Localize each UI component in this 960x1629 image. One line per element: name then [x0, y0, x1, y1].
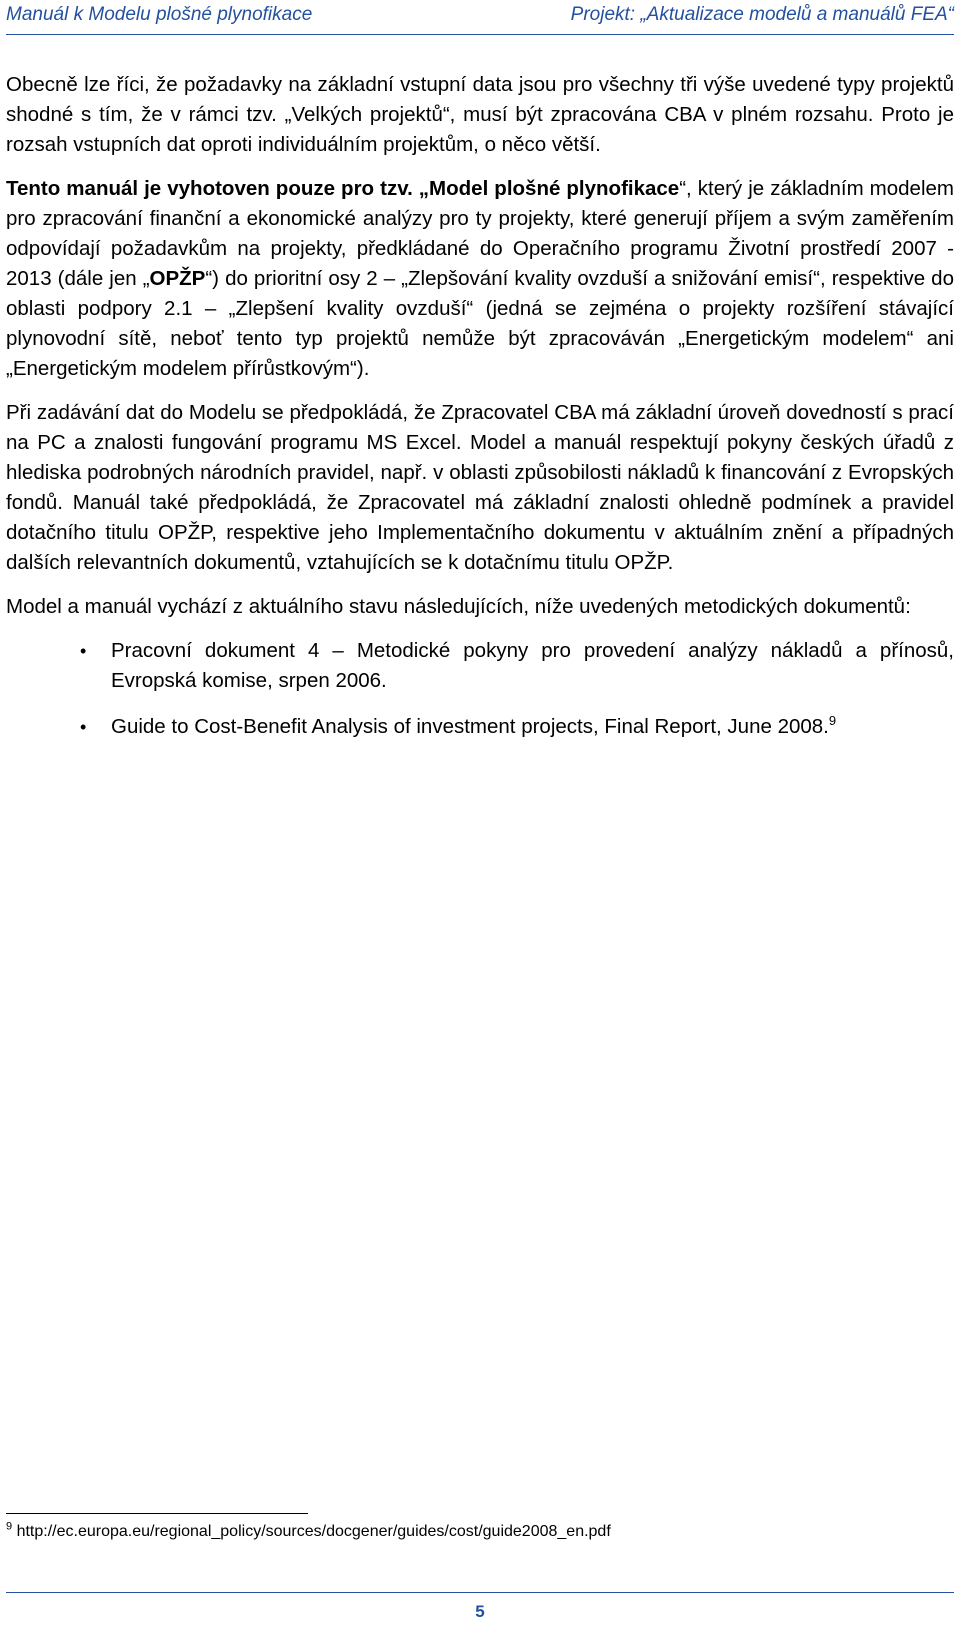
page-number: 5 — [475, 1602, 485, 1621]
paragraph-intro: Obecně lze říci, že požadavky na základní vstupní data jsou pro všechny tři výše uvedené typy projektů shodné s tím, že v rámci tzv. „Velkých projektů“, musí být zpracována CBA v plném rozsahu. Proto je rozsah vstupních dat oproti individuálním projektům, o něco větší. — [6, 73, 954, 156]
paragraph-model-scope-text-2: “) do prioritní osy 2 – „Zlepšování kvality ovzduší a snižování emisí“, respektive do oblasti podpory 2.1 – „Zlepšení kvality ovzduší“ (jedná se zejména o projekty rozšíření stávající plynovodní sítě, neboť tento typ projektů nemůže být zpracováván „Energetickým modelem“ ani „Energetickým modelem přírůstkovým“). — [6, 267, 954, 380]
main-content — [6, 70, 954, 758]
paragraph-model-scope-bold: Tento manuál je vyhotoven pouze pro tzv. „Model plošné plynofikace — [6, 177, 680, 200]
header-document-title: Manuál k Modelu plošné plynofikace — [6, 4, 313, 25]
list-item — [6, 636, 954, 696]
header-divider — [6, 34, 954, 35]
header-project-title: Projekt: „Aktualizace modelů a manuálů FEA“ — [570, 4, 954, 25]
paragraph-user-requirements: Při zadávání dat do Modelu se předpokládá, že Zpracovatel CBA má základní úroveň dovedností s prací na PC a znalosti fungování programu MS Excel. Model a manuál respektují pokyny českých úřadů z hlediska podrobných národních pravidel, např. v oblasti způsobilosti nákladů k financování z Evropských fondů. Manuál také předpokládá, že Zpracovatel má základní znalosti ohledně podmínek a pravidel dotačního titulu OPŽP, respektive jeho Implementačního dokumentu v aktuálním znění a případných dalších relevantních dokumentů, vztahujících se k dotačnímu titulu OPŽP. — [6, 401, 954, 574]
paragraph-model-scope — [6, 174, 954, 384]
methodology-list — [6, 636, 954, 742]
bullet-icon: • — [80, 641, 87, 661]
footnote-reference[interactable]: 9 — [828, 713, 837, 729]
bullet-icon: • — [80, 717, 87, 737]
paragraph-model-scope-text: “, který je základním modelem pro zpracování finanční a ekonomické analýzy pro ty projekty, které generují příjem a svým zaměřením odpovídají požadavkům na projekty, předkládané do Operačního programu Životní prostředí 2007 - 2013 (dále jen „ — [6, 177, 954, 290]
page-header — [6, 0, 954, 30]
list-item — [6, 712, 954, 742]
list-item-text: Guide to Cost-Benefit Analysis of investment projects, Final Report, June 2008. — [111, 715, 829, 738]
opzp-abbreviation: OPŽP — [149, 267, 206, 290]
paragraph-methodology: Model a manuál vychází z aktuálního stavu následujících, níže uvedených metodických dokumentů: — [6, 595, 911, 618]
footer-divider — [6, 1592, 954, 1593]
footnote-divider — [6, 1513, 308, 1514]
list-item-text: Pracovní dokument 4 – Metodické pokyny pro provedení analýzy nákladů a přínosů, Evropská komise, srpen 2006. — [111, 639, 954, 692]
footnote — [6, 1522, 611, 1542]
footnote-number: 9 — [6, 1520, 13, 1533]
footnote-link[interactable]: http://ec.europa.eu/regional_policy/sources/docgener/guides/cost/guide2008_en.pdf — [16, 1523, 611, 1540]
